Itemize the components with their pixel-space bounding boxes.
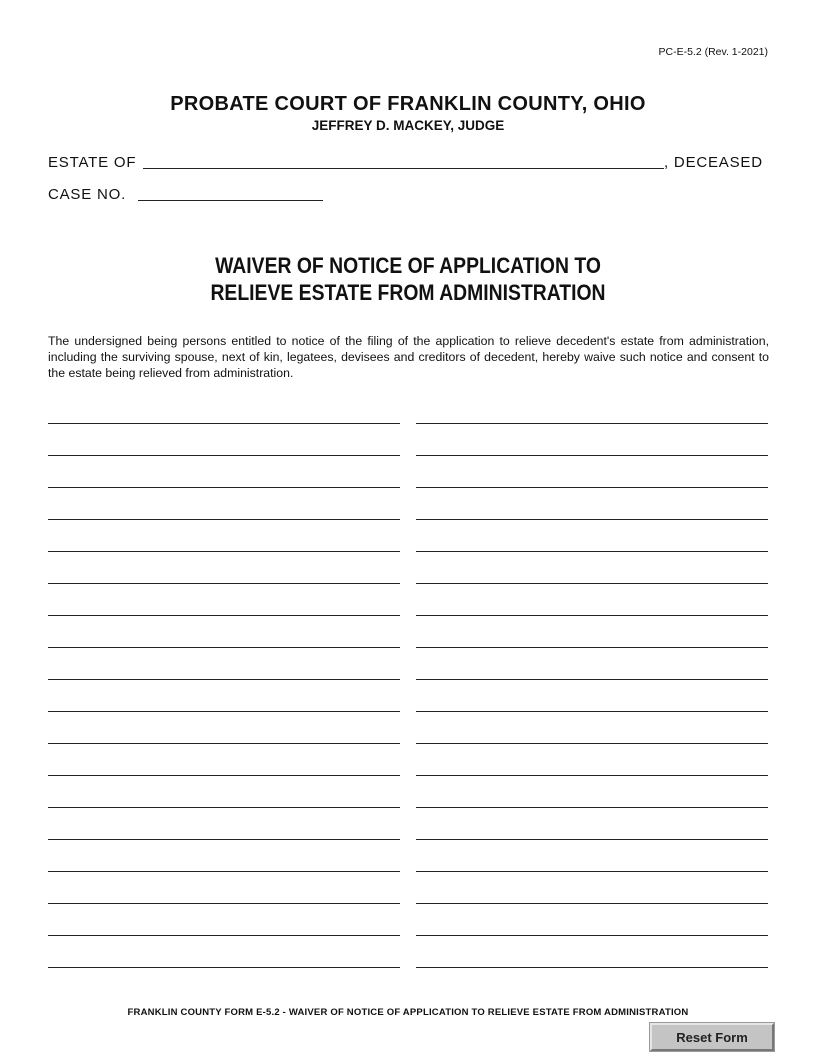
signature-input-left[interactable] xyxy=(48,599,400,616)
signature-input-right[interactable] xyxy=(416,503,768,520)
form-title xyxy=(49,252,767,306)
signature-input-right[interactable] xyxy=(416,535,768,552)
form-number: PC-E-5.2 (Rev. 1-2021) xyxy=(658,46,768,58)
signature-input-right[interactable] xyxy=(416,471,768,488)
signature-input-left[interactable] xyxy=(48,439,400,456)
signature-input-right[interactable] xyxy=(416,887,768,904)
signature-input-right[interactable] xyxy=(416,823,768,840)
signature-input-right[interactable] xyxy=(416,439,768,456)
signature-input-right[interactable] xyxy=(416,791,768,808)
signature-input-right[interactable] xyxy=(416,695,768,712)
signature-input-left[interactable] xyxy=(48,919,400,936)
reset-form-button[interactable]: Reset Form xyxy=(650,1023,774,1051)
signature-input-right[interactable] xyxy=(416,951,768,968)
signature-input-left[interactable] xyxy=(48,887,400,904)
signature-input-left[interactable] xyxy=(48,567,400,584)
signature-input-left[interactable] xyxy=(48,727,400,744)
signature-input-right[interactable] xyxy=(416,759,768,776)
title-line-2: RELIEVE ESTATE FROM ADMINISTRATION xyxy=(210,280,606,305)
signature-input-right[interactable] xyxy=(416,663,768,680)
signature-input-left[interactable] xyxy=(48,855,400,872)
case-no-input[interactable] xyxy=(138,184,323,201)
estate-of-input[interactable] xyxy=(143,152,664,169)
deceased-label: , DECEASED xyxy=(664,154,763,171)
signature-input-left[interactable] xyxy=(48,663,400,680)
signature-input-right[interactable] xyxy=(416,631,768,648)
signature-input-right[interactable] xyxy=(416,599,768,616)
title-line-1: WAIVER OF NOTICE OF APPLICATION TO xyxy=(215,253,601,278)
judge-name: JEFFREY D. MACKEY, JUDGE xyxy=(311,118,505,133)
court-name: PROBATE COURT OF FRANKLIN COUNTY, OHIO xyxy=(170,93,646,115)
signature-input-left[interactable] xyxy=(48,631,400,648)
signature-input-right[interactable] xyxy=(416,727,768,744)
form-footer: FRANKLIN COUNTY FORM E-5.2 - WAIVER OF NOTICE OF APPLICATION TO RELIEVE ESTATE FROM ADMINISTRATION xyxy=(127,1007,689,1018)
signature-input-left[interactable] xyxy=(48,759,400,776)
waiver-text: The undersigned being persons entitled to notice of the filing of the application to relieve decedent's estate from administration, including the surviving spouse, next of kin, legatees, devisees and creditors of decedent, hereby waive such notice and consent to the estate being relieved from administration. xyxy=(48,334,769,380)
signature-input-left[interactable] xyxy=(48,823,400,840)
signature-input-left[interactable] xyxy=(48,471,400,488)
estate-of-label: ESTATE OF xyxy=(48,154,137,171)
signature-input-left[interactable] xyxy=(48,407,400,424)
signature-input-right[interactable] xyxy=(416,855,768,872)
signature-input-right[interactable] xyxy=(416,407,768,424)
case-no-label: CASE NO. xyxy=(48,186,127,203)
signature-input-left[interactable] xyxy=(48,535,400,552)
signature-input-left[interactable] xyxy=(48,695,400,712)
signature-input-right[interactable] xyxy=(416,919,768,936)
signature-input-left[interactable] xyxy=(48,951,400,968)
signature-input-right[interactable] xyxy=(416,567,768,584)
signature-input-left[interactable] xyxy=(48,791,400,808)
signature-input-left[interactable] xyxy=(48,503,400,520)
